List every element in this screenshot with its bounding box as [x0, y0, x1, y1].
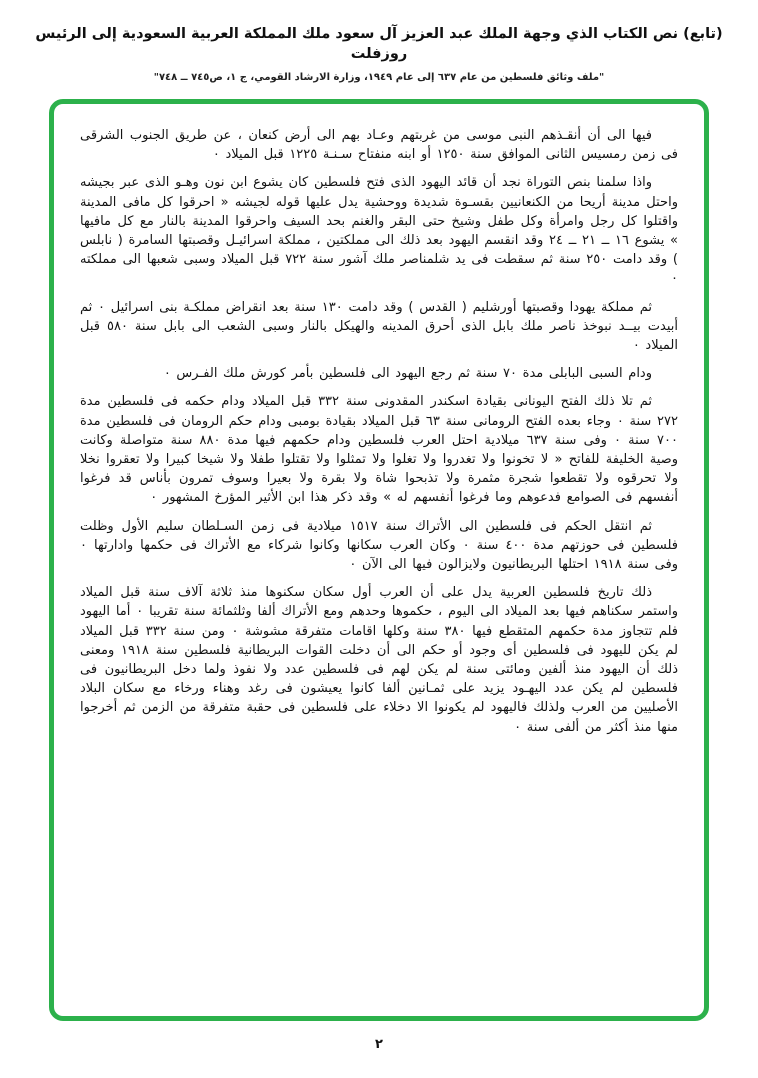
- page-number: ٢: [375, 1037, 383, 1052]
- paragraph: ثم تلا ذلك الفتح اليونانى بقيادة اسكندر المقدونى سنة ٣٣٢ قبل الميلاد ودام حكمه فى فلسطين مدة ٢٧٢ سنة ٠ وجاء بعده الفتح الرومانى سنة ٦٣ قبل الميلاد بقيادة بومبى ودام حكم الرومان فى فلسطين مدة ٧٠٠ سنة ٠ وفى سنة ٦٣٧ ميلادية احتل العرب فلسطين ودام حكمهم فيها مدة ٨٨٠ سنة متواصلة وكانت وصية الخليفة للفاتح « لا تخونوا ولا تغدروا ولا تغلوا ولا تمثلوا ولا تقتلوا طفلا ولا شيخا كبيرا ولا تعقروا نخلا ولا تحرقوه ولا تقطعوا شجرة مثمرة ولا تذبحوا شاة ولا بقرة ولا بعيرا وسوف تمرون بأناس قد فرغوا أنفسهم فى الصوامع فدعوهم وما فرغوا أنفسهم له » وقد ذكر هذا ابن الأثير المؤرخ المشهور ٠: [80, 394, 678, 506]
- green-text-frame: [49, 99, 709, 1021]
- paragraph: ذلك تاريخ فلسطين العربية يدل على أن العرب أول سكان سكنوها منذ ثلاثة آلاف سنة قبل الميلاد واستمر سكناهم فيها بعد الميلاد الى اليوم ، حكموها وحدهم ومع الأتراك ألفا وثلثمائة سنة تقريبا ٠ أما اليهود فلم تتجاوز مدة حكمهم المتقطع فيها ٣٨٠ سنة وكلها اقامات متفرقة مشوشة ٠ ومن سنة ٣٣٢ قبل الميلاد لم يكن لليهود فى فلسطين أى وجود أو حكم الى أن دخلت القوات البريطانية فلسطين سنة ١٩١٨ ومعنى ذلك أن اليهود منذ ألفين ومائتى سنة لم يكن لهم فى فلسطين عدد ولا نفوذ ولما دخل البريطانيون فى فلسطين لم يكن عدد اليهـود يزيد على ثمـانين ألفا كانوا يعيشون فى رغد وهناء ورخاء مع سكان البلاد الأصليين من العرب ولذلك فاليهود لم يكونوا الا دخلاء على فلسطين فى حقبة متفرقة من الزمن ثم أخرجوا منها منذ أكثر من ألفى سنة ٠: [80, 585, 678, 735]
- paragraph: ثم انتقل الحكم فى فلسطين الى الأتراك سنة ١٥١٧ ميلادية فى زمن السـلطان سليم الأول وظلت فلسطين فى حوزتهم مدة ٤٠٠ سنة ٠ وكان العرب سكانها وكانوا شركاء مع الأتراك فى حكمها وادارتها ٠ وفى سنة ١٩١٨ احتلها البريطانيون ولايزالون فيها الى الآن ٠: [80, 518, 678, 573]
- paragraph: ودام السبى البابلى مدة ٧٠ سنة ثم رجع اليهود الى فلسطين بأمر كورش ملك الفـرس ٠: [163, 366, 652, 382]
- document-source-citation: "ملف وثائق فلسطين من عام ٦٣٧ إلى عام ١٩٤٩، وزارة الارشاد القومي، ج ١، ص٧٤٥ ــ ٧٤٨": [153, 72, 605, 83]
- paragraph: فيها الى أن أنقـذهم النبى موسى من غربتهم وعـاد بهم الى أرض كنعان ، عن طريق الجنوب الشرقى فى زمن رمسيس الثانى الموافق سنة ١٢٥٠ أو ابنه منفتاح سـنـة ١٢٢٥ قبل الميلاد ٠: [80, 128, 678, 163]
- paragraph: واذا سلمنا بنص التوراة نجد أن قائد اليهود الذى فتح فلسطين كان يشوع ابن نون وهـو الذى عبر بجيشه واحتل مدينة أريحا من الكنعانيين بقسـوة شديدة ووحشية يدل عليها قوله لجيشه « احرقوا كل مافى المدينة واقتلوا كل رجل وامرأة وكل طفل وشيخ حتى البقر والغنم بحد السيف واحرقوا المدينة بالنار مع كل مافيها » يشوع ١٦ ــ ٢١ ــ ٢٤ وقد انقسم اليهود بعد ذلك الى مملكتين ، مملكة اسرائيـل وقصبتها السامرة ( نابلس ) وقد دامت ٢٥٠ سنة ثم سقطت فى يد شلمناصر ملك آشور سنة ٧٢٢ قبل الميلاد وسبى شعبها الى مملكته ٠: [80, 175, 678, 287]
- document-header: [0, 0, 758, 84]
- document-title: (تابع) نص الكتاب الذي وجهة الملك عبد العزيز آل سعود ملك المملكة العربية السعودية إلى الرئيس روزفلت: [35, 26, 723, 62]
- paragraph: ثم مملكة يهودا وقصبتها أورشليم ( القدس ) وقد دامت ١٣٠ سنة بعد انقراض مملكـة بنى اسرائيل ٠ ثم أبيدت بيــد نبوخذ ناصر ملك بابل الذى أحرق المدينه والهيكل بالنار وسبى الشعب الى بابل سنة ٥٨٠ قبل الميلاد ٠: [80, 299, 678, 354]
